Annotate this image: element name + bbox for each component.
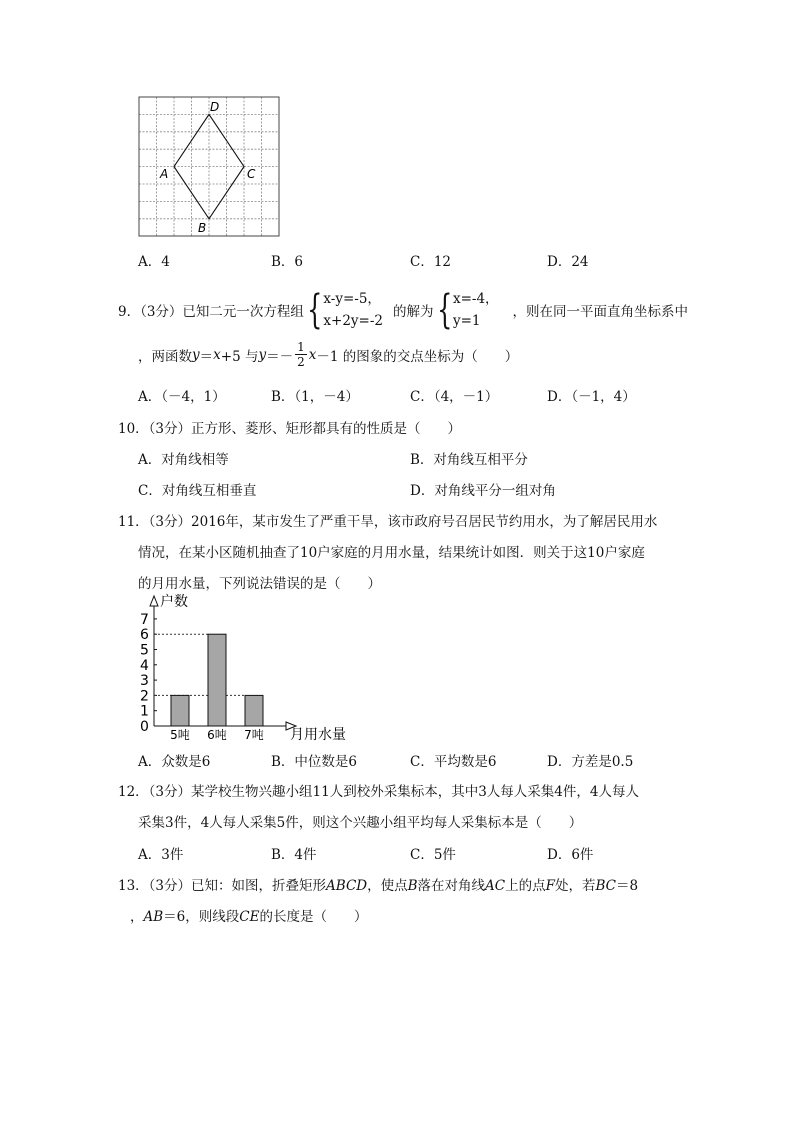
- q13-text-h: ＝6，则线段: [163, 909, 240, 925]
- q10-option-a[interactable]: A．对角线相等: [138, 452, 229, 468]
- q13-ab: AB: [143, 909, 164, 925]
- y-axis-arrow: [150, 596, 158, 606]
- q13-ce: CE: [239, 909, 260, 925]
- q13-bc: BC: [595, 878, 617, 894]
- q11-line1: 11．（3分）2016年，某市发生了严重干旱，该市政府号召居民节约用水，为了解居民用水: [118, 514, 658, 530]
- q9-minus1: －1 的图象的交点坐标为（ ）: [316, 348, 519, 365]
- q9-solution-system: [453, 288, 499, 332]
- q9-option-a[interactable]: A．（－4，1）: [138, 389, 226, 405]
- q13-text-b: ，使点: [367, 878, 408, 894]
- q9-prefix: 9．（3分）已知二元一次方程组: [118, 304, 304, 320]
- q9-sol1: x=-4，: [452, 291, 499, 307]
- q11-option-b[interactable]: B．中位数是6: [271, 754, 358, 770]
- q9-eq1: x-y=-5，: [323, 291, 381, 307]
- point-label-b: B: [198, 221, 207, 235]
- q8-option-c[interactable]: C．12: [410, 254, 452, 270]
- q9-mid: 的解为: [393, 304, 434, 320]
- q9-fraction: [295, 340, 307, 369]
- q12-line2: 采集3件，4人每人采集5件，则这个兴趣小组平均每人采集标本是（ ）: [138, 815, 583, 831]
- q10-option-b[interactable]: B．对角线互相平分: [410, 452, 528, 468]
- y-tick-label: 2: [140, 688, 149, 705]
- q10-option-c[interactable]: C．对角线互相垂直: [138, 483, 257, 499]
- q9-eq-sign1: ＝: [199, 348, 214, 365]
- q13-text-c: 落在对角线: [417, 878, 486, 894]
- y-tick-label: 0: [140, 719, 149, 735]
- q13-text-g: ，: [130, 909, 144, 925]
- q9-var-x2: x: [308, 346, 317, 363]
- q12-option-d[interactable]: D．6件: [547, 847, 594, 863]
- bar-3: [245, 695, 263, 726]
- q9-system-brace: {: [307, 287, 323, 333]
- q9-option-b[interactable]: B．（1，－4）: [271, 389, 359, 405]
- q9-var-x1: x: [213, 346, 221, 363]
- y-axis-label: 户数: [160, 594, 188, 610]
- q9-option-d[interactable]: D．（－1，4）: [547, 389, 636, 405]
- q10-stem: 10．（3分）正方形、菱形、矩形都具有的性质是（ ）: [118, 421, 462, 437]
- q9-option-c[interactable]: C．（4，－1）: [410, 389, 499, 405]
- y-tick-label: 1: [140, 703, 149, 720]
- q10-option-d[interactable]: D．对角线平分一组对角: [410, 483, 556, 499]
- q13-text-i: 的长度是（ ）: [259, 909, 368, 925]
- q9-stem-line2: [138, 340, 518, 369]
- q12-option-c[interactable]: C．5件: [410, 847, 456, 863]
- q13-text-d: 上的点: [505, 878, 546, 894]
- q9-frac-num: 1: [297, 340, 305, 354]
- x-tick-label: 6吨: [207, 728, 227, 742]
- q12-line1: 12．（3分）某学校生物兴趣小组11人到校外采集标本，其中3人每人采集4件，4人每人: [118, 784, 639, 800]
- q9-equation-system: [323, 288, 383, 332]
- q12-option-b[interactable]: B．4件: [271, 847, 317, 863]
- y-tick-label: 4: [140, 657, 149, 674]
- q13-point-f: F: [545, 878, 555, 894]
- rhombus-grid-figure: [130, 90, 290, 242]
- q8-option-d[interactable]: D．24: [547, 254, 589, 270]
- q13-text-e: 处，若: [555, 878, 596, 894]
- bar-1: [171, 695, 189, 726]
- q9-plus5: +5 与: [220, 348, 259, 365]
- q11-option-c[interactable]: C．平均数是6: [410, 754, 497, 770]
- q9-var-y1: y: [192, 346, 200, 363]
- q9-frac-den: 2: [297, 355, 305, 369]
- q13-abcd: ABCD: [326, 878, 368, 894]
- bar-2: [208, 634, 226, 726]
- q13-point-b: B: [407, 878, 418, 894]
- q9-sol2: y=1: [452, 313, 481, 329]
- q9-line2-a: ，两函数: [138, 348, 192, 365]
- q9-var-y2: y: [258, 346, 267, 363]
- q8-option-b[interactable]: B．6: [271, 254, 304, 270]
- q13-line2: [130, 905, 367, 925]
- x-tick-label: 7吨: [244, 728, 264, 742]
- point-label-c: C: [247, 167, 256, 181]
- water-usage-bar-chart: [130, 592, 370, 748]
- q9-stem-line1: [118, 288, 688, 332]
- q9-eq-neg: ＝－: [266, 348, 294, 365]
- y-tick-label: 3: [140, 673, 149, 690]
- y-tick-label: 5: [140, 642, 149, 659]
- q11-option-a[interactable]: A．众数是6: [138, 754, 211, 770]
- q8-option-a[interactable]: A．4: [138, 254, 170, 270]
- q9-solution-brace: {: [436, 287, 452, 333]
- q11-option-d[interactable]: D．方差是0.5: [547, 754, 634, 770]
- q11-line2: 情况，在某小区随机抽查了10户家庭的月用水量，结果统计如图．则关于这10户家庭: [138, 545, 645, 561]
- y-tick-label: 6: [140, 627, 149, 644]
- q11-line3: 的月用水量，下列说法错误的是（ ）: [138, 576, 381, 592]
- x-axis-label: 月用水量: [290, 727, 346, 743]
- q13-text-a: 13．（3分）已知：如图，折叠矩形: [118, 878, 327, 894]
- q13-ac: AC: [485, 878, 506, 894]
- q9-eq2: x+2y=-2: [323, 313, 383, 329]
- q13-text-f: ＝8: [616, 878, 639, 894]
- q12-option-a[interactable]: A．3件: [138, 847, 184, 863]
- point-label-a: A: [160, 167, 169, 181]
- x-tick-label: 5吨: [170, 728, 190, 742]
- y-tick-label: 7: [140, 611, 149, 628]
- q13-line1: [118, 874, 638, 894]
- point-label-d: D: [210, 100, 220, 114]
- q9-suffix: ，则在同一平面直角坐标系中: [512, 304, 689, 320]
